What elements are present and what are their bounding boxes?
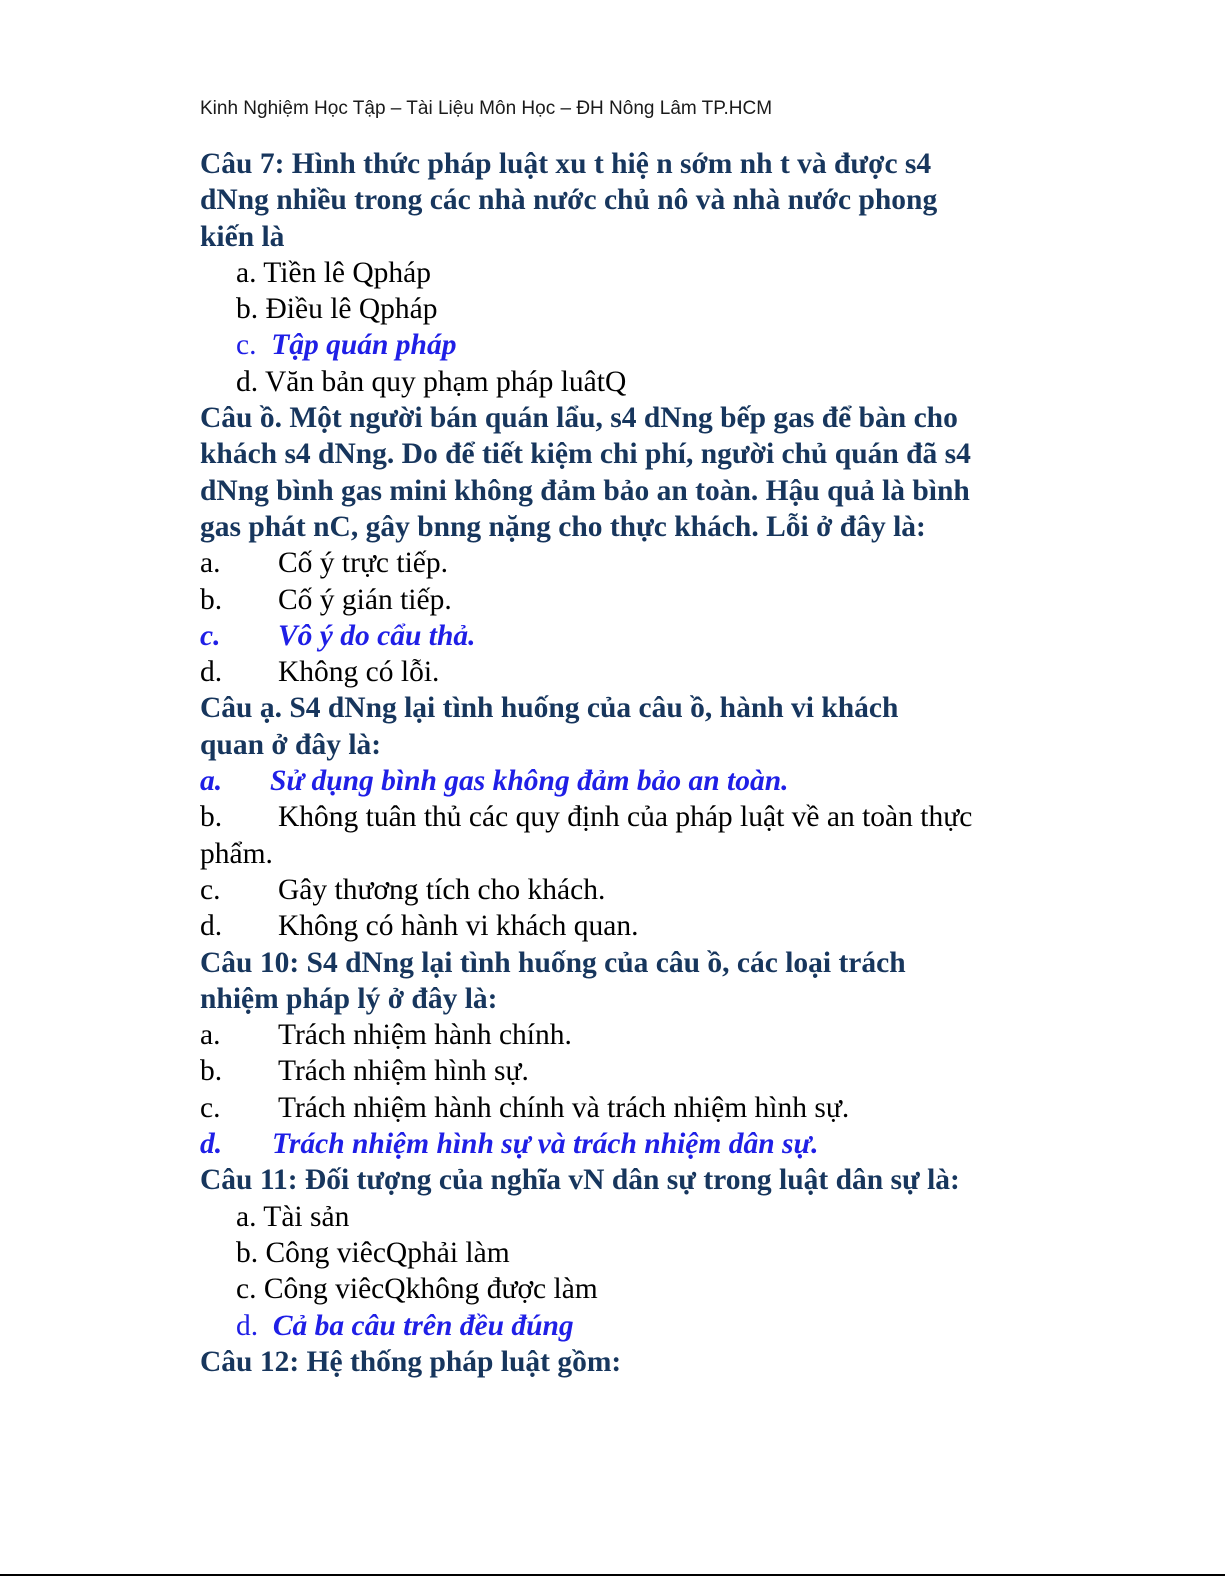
q8-option-c-correct: c. Vô ý do cẩu thả.	[200, 619, 476, 652]
page-header: Kinh Nghiệm Học Tập – Tài Liệu Môn Học – ĐH Nông Lâm TP.HCM	[200, 98, 773, 119]
q9-option-d: d. Không có hành vi khách quan.	[200, 910, 639, 943]
q10-option-c: c. Trách nhiệm hành chính và trách nhiệm hình sự.	[200, 1091, 850, 1124]
q8-option-a: a. Cố ý trực tiếp.	[200, 547, 449, 580]
q11-option-b: b. Công viêcQphải làm	[236, 1236, 510, 1269]
q10-option-b: b. Trách nhiệm hình sự.	[200, 1055, 529, 1088]
question-10: Câu 10: S4 dNng lại tình huống của câu ồ, các loại trách nhiệm pháp lý ở đây là:	[200, 946, 906, 1015]
q11-option-c: c. Công viêcQkhông được làm	[236, 1273, 598, 1306]
q9-option-b-continued: phẩm.	[200, 837, 273, 870]
question-9: Câu ạ. S4 dNng lại tình huống của câu ồ, hành vi khách quan ở đây là:	[200, 692, 899, 761]
q7-option-c-correct: c. Tập quán pháp	[236, 329, 457, 362]
page-bottom-rule	[0, 1574, 1225, 1576]
q8-option-b: b. Cố ý gián tiếp.	[200, 583, 452, 616]
q11-option-a: a. Tài sản	[236, 1200, 350, 1233]
q10-option-a: a. Trách nhiệm hành chính.	[200, 1019, 572, 1052]
q7-option-d: d. Văn bản quy phạm pháp luâtQ	[236, 365, 627, 398]
q7-option-b: b. Điều lê Qpháp	[236, 293, 438, 326]
question-7: Câu 7: Hình thức pháp luật xu t hiệ n sớm nh t và được s4 dNng nhiều trong các nhà nước chủ nô và nhà nước phong kiến là	[200, 148, 938, 253]
question-12: Câu 12: Hệ thống pháp luật gồm:	[200, 1345, 622, 1378]
q9-option-b: b. Không tuân thủ các quy định của pháp luật về an toàn thực	[200, 801, 973, 834]
q8-option-d: d. Không có lỗi.	[200, 656, 440, 689]
document-body	[200, 146, 1050, 1380]
q9-option-c: c. Gây thương tích cho khách.	[200, 873, 606, 906]
q11-option-d-correct: d. Cả ba câu trên đều đúng	[236, 1309, 574, 1342]
q10-option-d-correct: d. Trách nhiệm hình sự và trách nhiệm dân sự.	[200, 1128, 819, 1161]
q7-option-a: a. Tiền lê Qpháp	[236, 256, 432, 289]
question-11: Câu 11: Đối tượng của nghĩa vN dân sự trong luật dân sự là:	[200, 1164, 960, 1197]
question-8: Câu ồ. Một người bán quán lẩu, s4 dNng bếp gas để bàn cho khách s4 dNng. Do để tiết kiệm chi phí, người chủ quán đã s4 dNng bình gas mini không đảm bảo an toàn. Hậu quả là bình gas phát nC, gây bnng nặng cho thực khách. Lỗi ở đây là:	[200, 402, 971, 543]
q9-option-a-correct: a. Sử dụng bình gas không đảm bảo an toàn.	[200, 765, 789, 798]
